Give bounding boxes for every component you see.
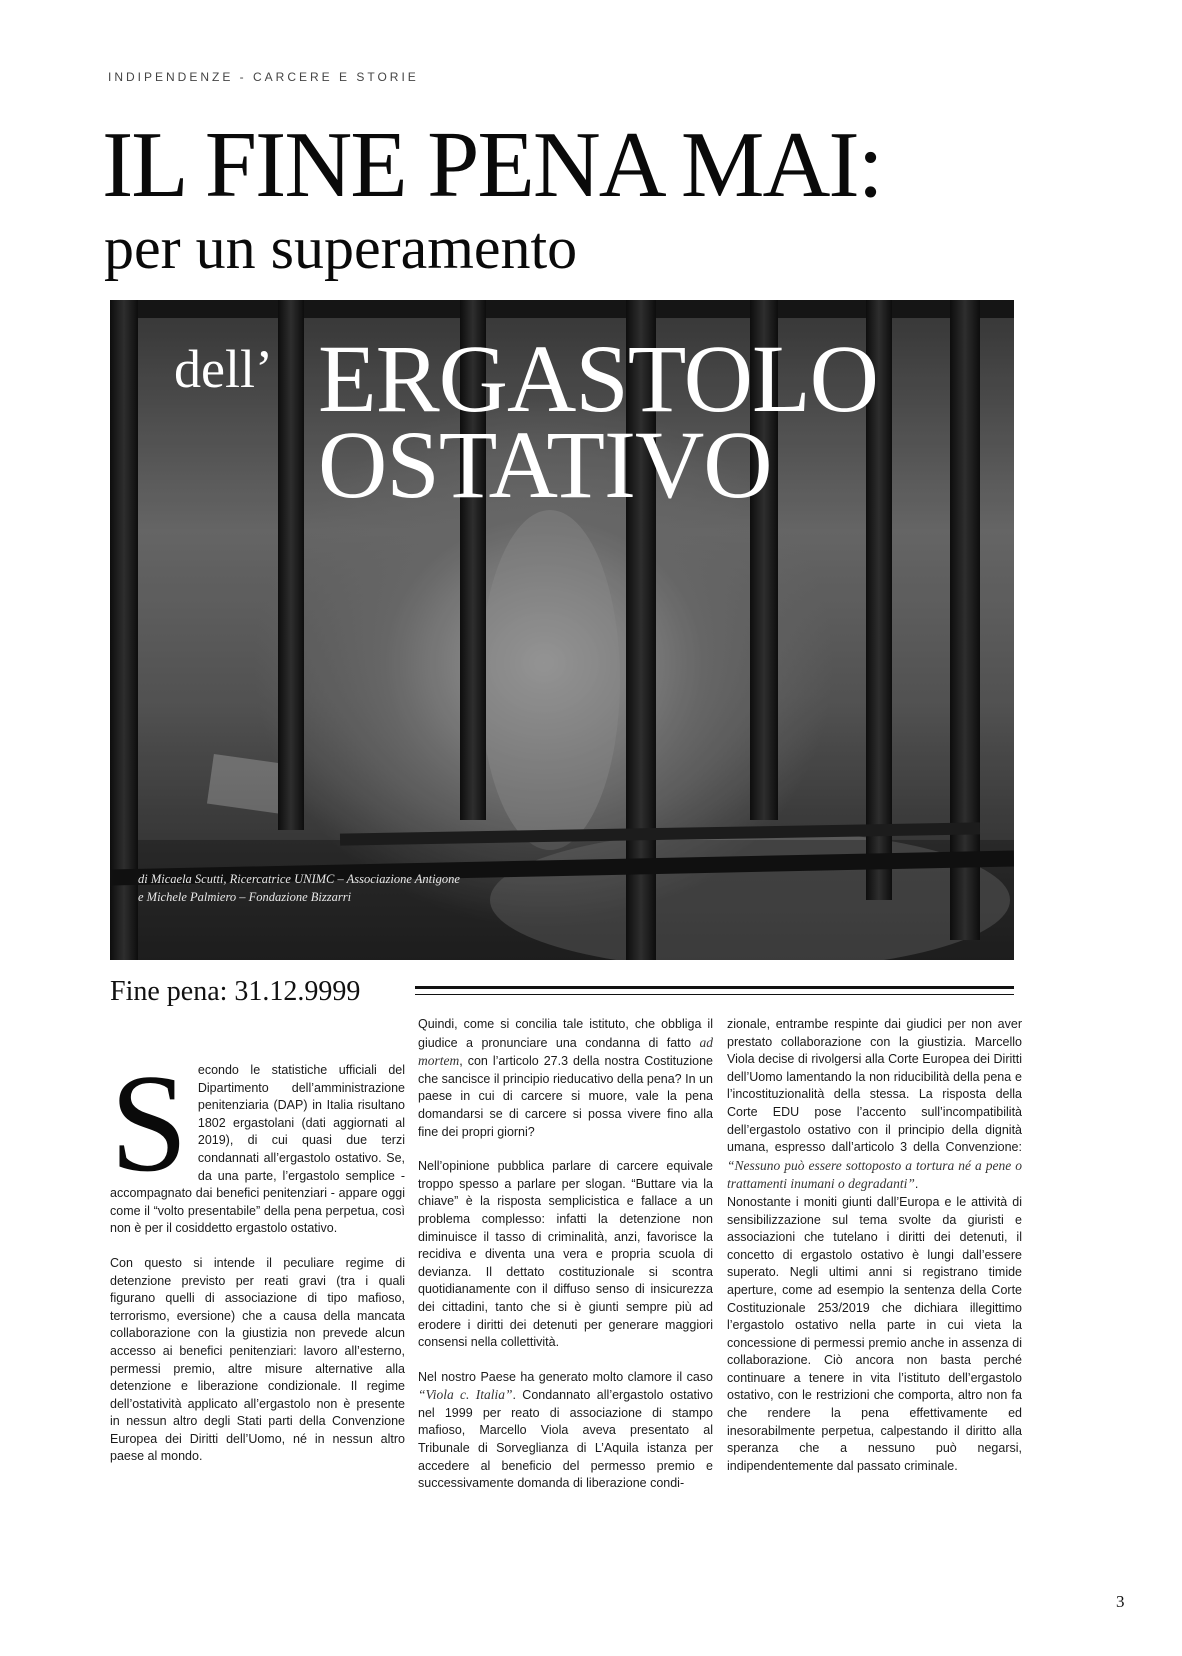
paragraph-text: . Condannato all’ergastolo ostativo nel 1999 per reato di associazione di stampo mafioso, Marcello Viola aveva presentato al Tribunale di Sorveglianza di L’Aquila istanza per accedere al beneficio del permesso premio e successivamente domanda di liberazione condi-	[418, 1388, 713, 1491]
paragraph	[727, 1016, 1022, 1194]
section-kicker: INDIPENDENZE - CARCERE E STORIE	[108, 70, 419, 84]
drop-cap: S	[110, 1046, 188, 1201]
article-subtitle: per un superamento	[104, 215, 578, 281]
italic-quote: “Nessuno può essere sottoposto a tortura né a pene o trattamenti inumani o degradanti”	[727, 1157, 1022, 1192]
paragraph-text: , con l’articolo 27.3 della nostra Costituzione che sancisce il principio rieducativo della pena? In un paese in cui di carcere si muore, vale la pena domandarsi se di carcere si possa vivere fino alla fine dei propri giorni?	[418, 1054, 713, 1139]
article-column-3	[727, 1016, 1022, 1492]
paragraph-text: Nel nostro Paese ha generato molto clamore il caso	[418, 1369, 713, 1384]
paragraph-text: .	[914, 1177, 919, 1192]
paragraph	[418, 1369, 713, 1493]
hero-photo	[110, 300, 1014, 960]
article-title: IL FINE PENA MAI:	[102, 113, 882, 217]
paragraph-text: zionale, entrambe respinte dai giudici per non aver prestato collaborazione con la giustizia. Marcello Viola decise di rivolgersi alla Corte Europea dei Diritti dell’Uomo lamentando la non riducibilità della pena e l’incostituzionalità della stessa. La risposta della Corte EDU pose l’accento sull’incompatibilità dell’ergastolo ostativo con il principio della dignità umana, espresso dall’articolo 3 della Convenzione:	[727, 1017, 1022, 1155]
hero-title-prefix: dell’	[174, 339, 273, 399]
hero-title-line1: ERGASTOLO	[318, 325, 878, 432]
page-number: 3	[1116, 1592, 1125, 1611]
byline-line1: di Micaela Scutti, Ricercatrice UNIMC – Associazione Antigone	[138, 872, 460, 886]
article-column-1	[110, 1016, 405, 1483]
paragraph-text: econdo le statistiche ufficiali del Dipartimento dell’amministrazione penitenziaria (DAP) in Italia risultano 1802 ergastolani (dati aggiornati al 2019), di cui quasi due terzi condannati all’ergastolo ostativo. Se, da una parte, l’ergastolo semplice - accompagnato dai benefici penitenziari - appare oggi come il “volto presentabile” della pena perpetua, così non è per il cosiddetto ergastolo ostativo.	[110, 1063, 405, 1236]
paragraph	[418, 1016, 713, 1141]
italic-text: “Viola c. Italia”	[418, 1387, 513, 1403]
double-rule-divider	[415, 986, 1014, 995]
hero-title-line2: OSTATIVO	[318, 411, 772, 518]
article-column-2	[418, 1016, 713, 1510]
section-heading: Fine pena: 31.12.9999	[110, 976, 361, 1007]
byline-line2: e Michele Palmiero – Fondazione Bizzarri	[138, 890, 352, 904]
paragraph-text: Quindi, come si concilia tale istituto, che obbliga il giudice a pronunciare una condanna di fatto	[418, 1017, 713, 1050]
paragraph	[110, 1016, 405, 1238]
byline	[138, 870, 460, 906]
italic-text: ad mortem	[418, 1034, 713, 1069]
paragraph: Nonostante i moniti giunti dall’Europa e le attività di sensibilizzazione sul tema svolte da giuristi e associazioni che tutelano i diritti dei detenuti, il concetto di ergastolo ostativo è lungi dall’essere superato. Negli ultimi anni si registrano timide aperture, come ad esempio la sentenza della Corte Costituzionale 253/2019 che dichiara illegittimo l’ergastolo ostativo nella parte in cui vieta la concessione di permessi premio anche in assenza di collaborazione. Ciò ancora non basta perché continuare a tenere in vita l’istituto dell’ergastolo ostativo, con le restrizioni che comporta, altro non fa che rendere la pena effettivamente ed inesorabilmente perpetua, calpestando il diritto alla speranza che a nessuno può negarsi, indipendentemente dal passato criminale.	[727, 1194, 1022, 1473]
hero-title	[318, 325, 878, 518]
paragraph: Con questo si intende il peculiare regime di detenzione previsto per reati gravi (tra i quali figurano quelli di associazione di tipo mafioso, terrorismo, eversione) che a causa della mancata collaborazione con la giustizia non prevede alcun accesso ai benefici penitenziari: lavoro all’esterno, permessi premio, altre misure alternative alla detenzione e liberazione condizionale. Il regime dell’ostatività applicato all’ergastolo non è presente in nessun altro degli Stati parti della Convenzione Europea dei Diritti dell’Uomo, né in nessun altro paese al mondo.	[110, 1255, 405, 1464]
paragraph: Nell’opinione pubblica parlare di carcere equivale troppo spesso a parlare per slogan. “Buttare via la chiave” è la risposta semplicistica e fallace a un problema complesso: infatti la detenzione non diminuisce il tasso di criminalità, anzi, favorisce la recidiva e diventa una vera e propria scuola di devianza. Il dettato costituzionale si scontra quotidianamente con il diffuso senso di insicurezza dei cittadini, tanto che si è giunti sempre più ad erodere i diritti dei detenuti per generare maggiori consensi nella collettività.	[418, 1159, 713, 1350]
